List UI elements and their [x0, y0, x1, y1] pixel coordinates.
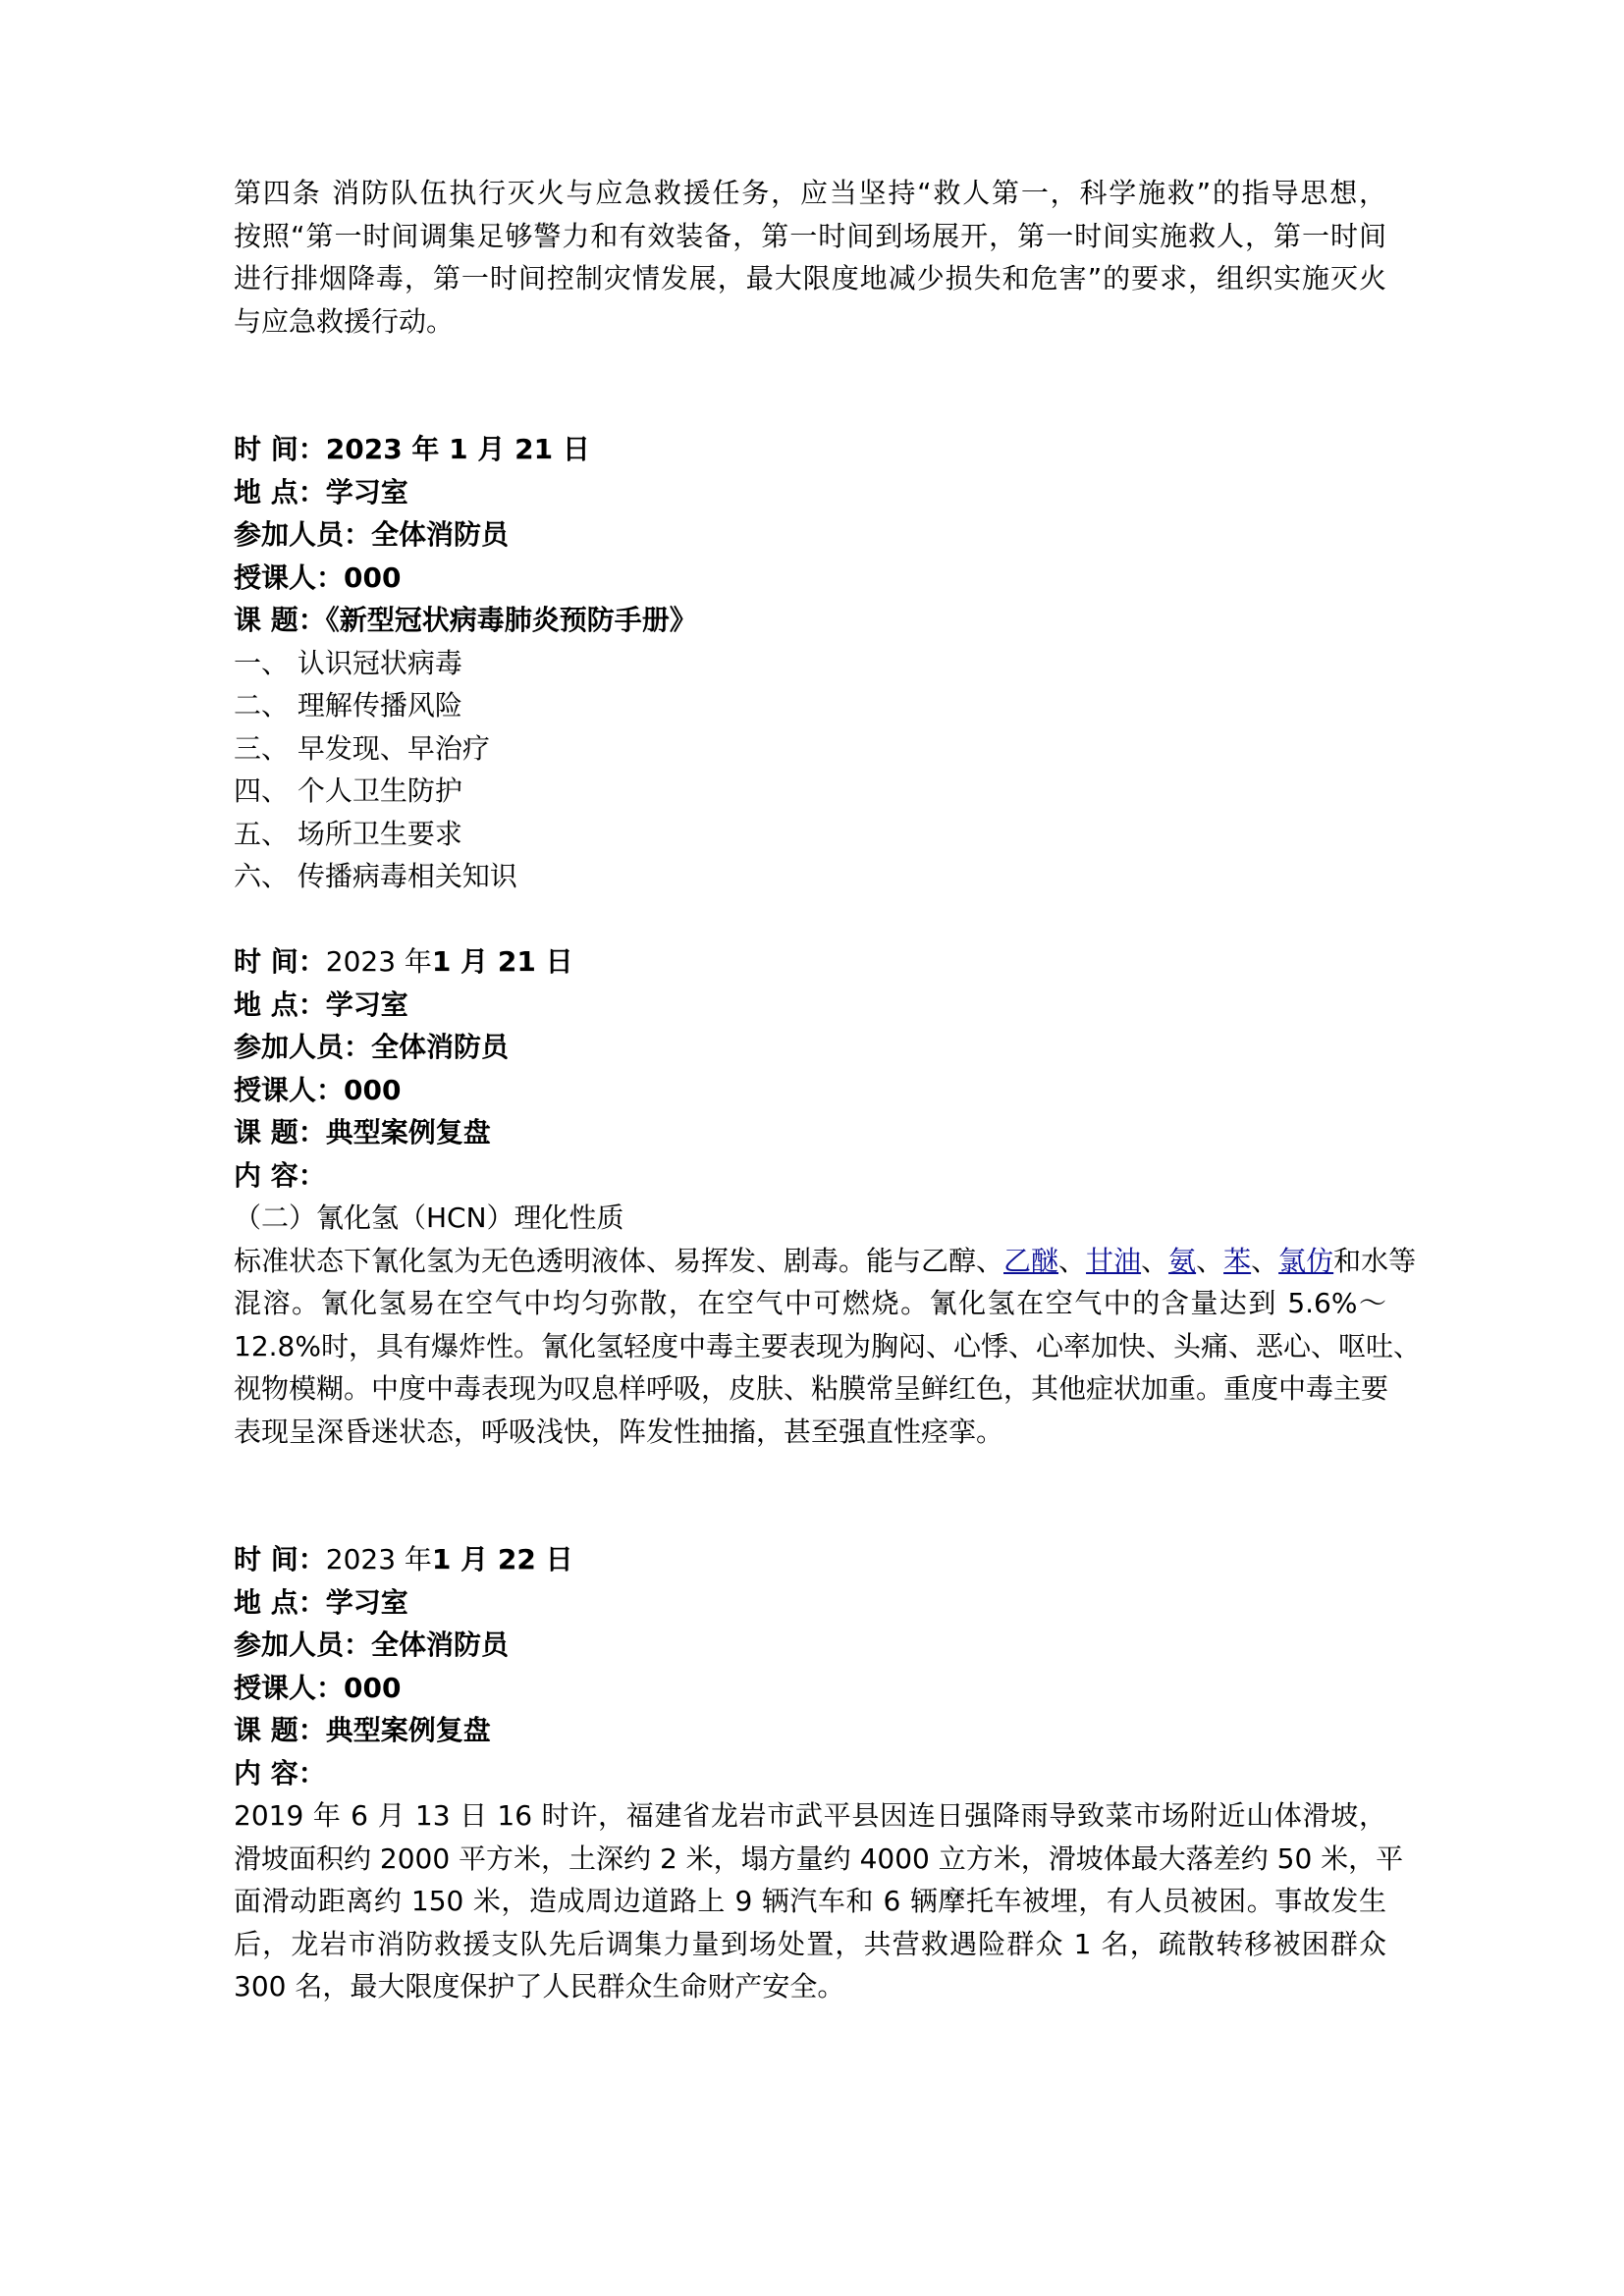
label: 参加人员： [234, 1031, 372, 1063]
label: 授课人： [234, 1671, 345, 1704]
value: 典型案例复盘 [325, 1116, 491, 1148]
value: 全体消防员 [371, 1031, 510, 1063]
list-item: 二、 理解传播风险 [234, 689, 462, 721]
lecturer-row [234, 1667, 1386, 1710]
paragraph-line: 与应急救援行动。 [234, 304, 455, 338]
session-1 [234, 428, 1386, 898]
paragraph-line: 表现呈深昏迷状态，呼吸浅快，阵发性抽搐，甚至强直性痉挛。 [234, 1415, 1004, 1448]
paragraph-line: 第四条 消防队伍执行灭火与应急救援任务，应当坚持“救人第一，科学施救”的指导思想， [234, 177, 1386, 209]
label: 时 间： [234, 945, 326, 978]
attendees-row [234, 1026, 1386, 1069]
session-2 [234, 940, 1421, 1453]
label: 时 间： [234, 433, 326, 465]
document-page [234, 172, 1421, 2008]
label: 地 点： [234, 475, 326, 508]
value: 全体消防员 [371, 518, 510, 551]
article-4-paragraph [234, 172, 1386, 343]
value: 000 [344, 561, 402, 594]
value: 2023 年 1 月 21 日 [325, 433, 590, 465]
sep: 、 [1196, 1244, 1224, 1277]
date: 1 月 22 日 [431, 1543, 573, 1575]
value: 典型案例复盘 [325, 1714, 491, 1746]
topic-row [234, 1111, 1386, 1154]
sep: 、 [1251, 1244, 1279, 1277]
year: 2023 年 [325, 1543, 432, 1575]
content-label: 内 容： [234, 1756, 326, 1789]
link-benzene[interactable]: 苯 [1223, 1244, 1252, 1277]
paragraph-line: 2019 年 6 月 13 日 16 时许，福建省龙岩市武平县因连日强降雨导致菜市场附近山体滑坡， [234, 1799, 1386, 1832]
place-row [234, 1581, 1386, 1625]
link-ammonia[interactable]: 氨 [1168, 1244, 1197, 1277]
value: 《新型冠状病毒肺炎预防手册》 [325, 604, 697, 636]
link-ether[interactable]: 乙醚 [1003, 1244, 1059, 1277]
text: 和水等 [1333, 1244, 1417, 1277]
sep: 、 [1058, 1244, 1087, 1277]
label: 地 点： [234, 1585, 326, 1619]
attendees-row [234, 1624, 1386, 1667]
content-label: 内 容： [234, 1158, 326, 1192]
sep: 、 [1141, 1244, 1169, 1277]
list-item: 一、 认识冠状病毒 [234, 646, 462, 679]
paragraph-line: 滑坡面积约 2000 平方米，土深约 2 米，塌方量约 4000 立方米，滑坡体最大落差约 50 米，平 [234, 1842, 1404, 1875]
paragraph-line: 面滑动距离约 150 米，造成周边道路上 9 辆汽车和 6 辆摩托车被埋，有人员被困。事故发生 [234, 1885, 1386, 1917]
value: 学习室 [325, 988, 408, 1021]
time-row [234, 940, 1386, 984]
label: 地 点： [234, 988, 326, 1021]
date: 1 月 21 日 [431, 945, 573, 978]
label: 授课人： [234, 561, 345, 594]
label: 课 题： [234, 604, 326, 636]
list-item: 五、 场所卫生要求 [234, 817, 462, 850]
paragraph-line: 按照“第一时间调集足够警力和有效装备，第一时间到场展开，第一时间实施救人，第一时间 [234, 219, 1386, 252]
text: 标准状态下氰化氢为无色透明液体、易挥发、剧毒。能与乙醇、 [234, 1244, 1004, 1277]
value: 全体消防员 [371, 1629, 510, 1661]
year: 2023 年 [325, 945, 432, 978]
lecturer-row [234, 1069, 1386, 1112]
paragraph-line: 进行排烟降毒，第一时间控制灾情发展，最大限度地减少损失和危害”的要求，组织实施灭火 [234, 262, 1386, 294]
label: 课 题： [234, 1714, 326, 1746]
label: 时 间： [234, 1543, 326, 1575]
paragraph-line: 300 名，最大限度保护了人民群众生命财产安全。 [234, 1970, 845, 2002]
label: 课 题： [234, 1116, 326, 1148]
session-3 [234, 1538, 1404, 2008]
attendees-row [234, 513, 1386, 557]
topic-row [234, 599, 1386, 642]
value: 学习室 [325, 475, 408, 508]
time-row [234, 428, 1386, 471]
value: 学习室 [325, 1585, 408, 1619]
value: 000 [344, 1671, 402, 1704]
label: 授课人： [234, 1073, 345, 1106]
list-item: 三、 早发现、早治疗 [234, 731, 490, 765]
paragraph-line: 视物模糊。中度中毒表现为叹息样呼吸，皮肤、粘膜常呈鲜红色，其他症状加重。重度中毒主要 [234, 1372, 1389, 1405]
value: 000 [344, 1073, 402, 1106]
paragraph-line: 12.8%时，具有爆炸性。氰化氢轻度中毒主要表现为胸闷、心悸、心率加快、头痛、恶心、呕吐、 [234, 1329, 1421, 1362]
topic-row [234, 1709, 1386, 1752]
lecturer-row [234, 557, 1386, 600]
list-item: 六、 传播病毒相关知识 [234, 860, 517, 892]
link-chloroform[interactable]: 氯仿 [1278, 1244, 1334, 1277]
place-row [234, 984, 1386, 1027]
list-item: 四、 个人卫生防护 [234, 774, 462, 807]
paragraph-line: 后，龙岩市消防救援支队先后调集力量到场处置，共营救遇险群众 1 名，疏散转移被困群众 [234, 1927, 1386, 1960]
link-glycerol[interactable]: 甘油 [1086, 1244, 1142, 1277]
paragraph-line: 混溶。氰化氢易在空气中均匀弥散，在空气中可燃烧。氰化氢在空气中的含量达到 5.6%～ [234, 1287, 1386, 1319]
label: 参加人员： [234, 518, 372, 551]
time-row [234, 1538, 1386, 1581]
place-row [234, 471, 1386, 514]
label: 参加人员： [234, 1629, 372, 1661]
subheading: （二）氰化氢（HCN）理化性质 [234, 1201, 624, 1234]
paragraph-line [234, 1240, 1417, 1283]
